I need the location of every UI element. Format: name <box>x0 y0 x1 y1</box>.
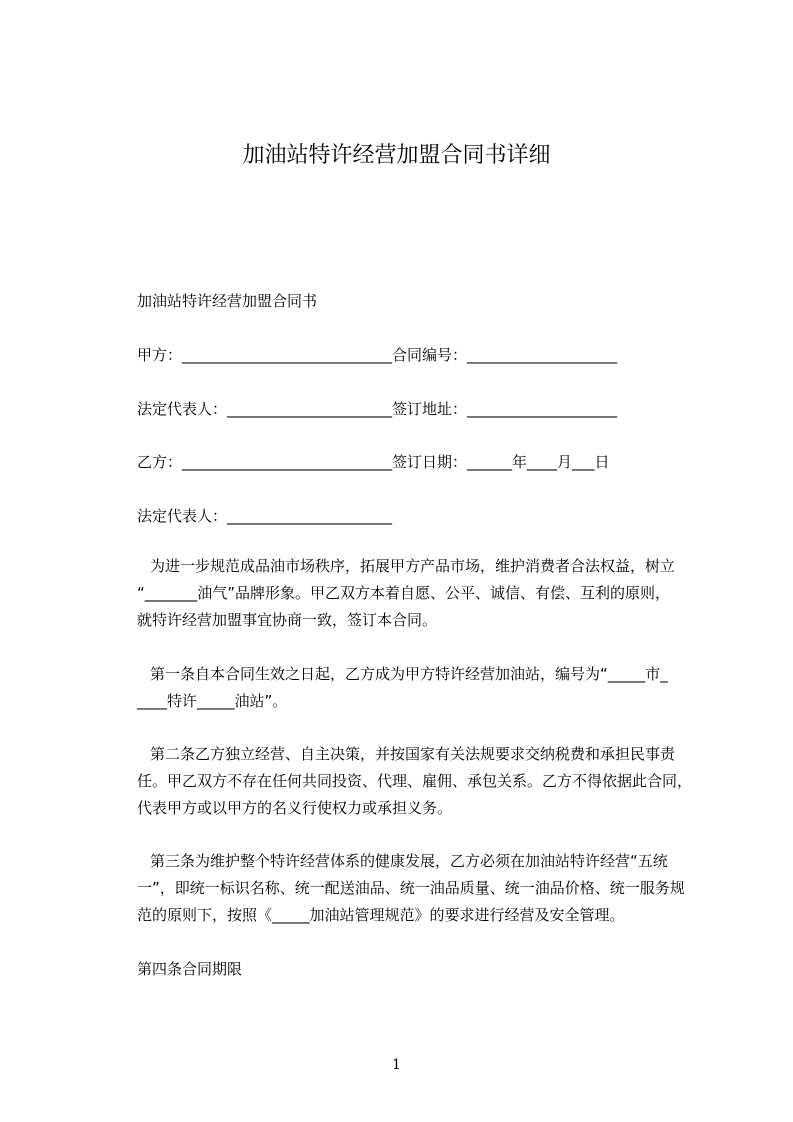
article-3-line: 一”，即统一标识名称、统一配送油品、统一油品质量、统一油品价格、统一服务规 <box>137 879 685 897</box>
article-4-heading: 第四条合同期限 <box>137 960 243 978</box>
intro-line: 为进一步规范成品油市场秩序，拓展甲方产品市场，维护消费者合法权益，树立 <box>150 557 676 575</box>
article-2-paragraph <box>137 741 693 822</box>
intro-line: “_______油气”品牌形象。甲乙双方本着自愿、公平、诚信、有偿、互利的原则， <box>137 584 671 602</box>
document-title: 加油站特许经营加盟合同书详细 <box>242 143 551 168</box>
legal-rep-a-field: 法定代表人：______________________签订地址：____________________ <box>137 400 618 418</box>
legal-rep-b-field: 法定代表人：______________________ <box>137 507 393 525</box>
article-2-line: 任。甲乙双方不存在任何共同投资、代理、雇佣、承包关系。乙方不得依据此合同， <box>137 772 693 790</box>
article-3-paragraph <box>137 848 685 929</box>
contract-subtitle: 加油站特许经营加盟合同书 <box>137 292 318 310</box>
article-1-line: 第一条自本合同生效之日起，乙方成为甲方特许经营加油站，编号为“_____市_ <box>150 665 668 683</box>
article-3-line: 范的原则下，按照《_____加油站管理规范》的要求进行经营及安全管理。 <box>137 906 625 924</box>
party-b-field: 乙方：____________________________签订日期：______年____月___日 <box>137 453 610 471</box>
article-3-line: 第三条为维护整个特许经营体系的健康发展，乙方必须在加油站特许经营“五统 <box>150 852 668 870</box>
article-1-paragraph <box>137 661 675 715</box>
intro-line: 就特许经营加盟事宜协商一致，签订本合同。 <box>137 611 438 629</box>
article-1-line: ____特许_____油站”。 <box>137 692 288 710</box>
party-a-field: 甲方：____________________________合同编号：____________________ <box>137 346 618 364</box>
article-2-line: 代表甲方或以甲方的名义行使权力或承担义务。 <box>137 799 453 817</box>
intro-paragraph <box>137 553 675 634</box>
article-2-line: 第二条乙方独立经营、自主决策，并按国家有关法规要求交纳税费和承担民事责 <box>150 745 676 763</box>
page-number: 1 <box>392 1057 401 1073</box>
